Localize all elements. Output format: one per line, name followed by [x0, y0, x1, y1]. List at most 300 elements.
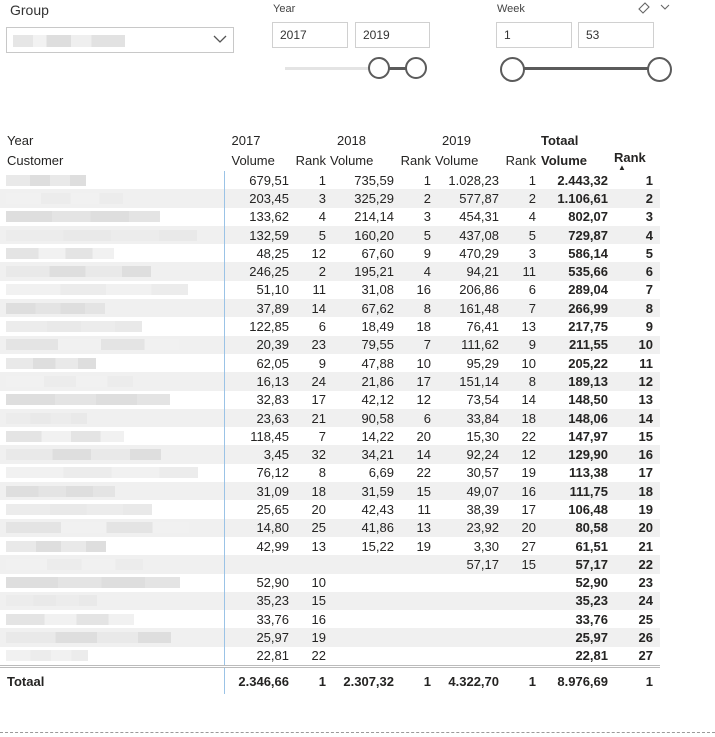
- table-row[interactable]: [0, 354, 660, 372]
- customer-cell[interactable]: [0, 262, 225, 280]
- rank-2019-cell[interactable]: 20: [502, 519, 540, 537]
- total-rank-cell[interactable]: 1: [645, 172, 653, 188]
- rank-2018-cell[interactable]: 20: [416, 428, 431, 444]
- total-volume-cell[interactable]: 61,51: [575, 538, 608, 554]
- rank-2018-cell[interactable]: [397, 647, 435, 667]
- vol-2018-cell[interactable]: 90,58: [330, 409, 397, 427]
- vol-2019-cell[interactable]: 76,41: [466, 319, 499, 335]
- vol-2019-cell[interactable]: 437,08: [435, 226, 502, 244]
- total-rank-cell[interactable]: 4: [611, 226, 660, 244]
- header-2019-rank[interactable]: Rank: [505, 153, 536, 168]
- rank-2019-cell[interactable]: [502, 647, 540, 667]
- rank-2019-cell[interactable]: 22: [521, 428, 536, 444]
- rank-2019-cell[interactable]: 18: [502, 409, 540, 427]
- vol-2018-cell[interactable]: 735,59: [354, 172, 394, 188]
- total-total-volume-cell[interactable]: 8.976,69: [540, 667, 611, 695]
- total-rank-cell[interactable]: 12: [611, 372, 660, 390]
- header-total-rank[interactable]: [611, 150, 660, 171]
- rank-2018-cell[interactable]: 11: [417, 501, 431, 517]
- rank-2017-cell[interactable]: [292, 555, 330, 573]
- vol-2018-cell[interactable]: 79,55: [330, 336, 397, 354]
- total-vol-2019-cell[interactable]: 4.322,70: [435, 667, 502, 695]
- total-volume-cell[interactable]: 729,87: [540, 226, 611, 244]
- rank-2019-cell[interactable]: 2: [502, 189, 540, 207]
- vol-2018-cell[interactable]: [330, 592, 397, 610]
- vol-2017-cell[interactable]: 22,81: [225, 647, 293, 667]
- customer-cell[interactable]: [0, 226, 225, 244]
- rank-2017-cell[interactable]: 8: [318, 465, 326, 481]
- vol-2018-cell[interactable]: [330, 647, 397, 667]
- rank-2018-cell[interactable]: 13: [397, 519, 435, 537]
- year-slider-max-handle[interactable]: [405, 57, 427, 79]
- header-2017-rank[interactable]: Rank: [295, 153, 326, 168]
- vol-2017-cell[interactable]: 246,25: [225, 262, 293, 280]
- total-volume-cell[interactable]: 25,97: [540, 628, 611, 646]
- vol-2019-cell[interactable]: [435, 574, 502, 592]
- rank-2018-cell[interactable]: 7: [397, 336, 435, 354]
- rank-2018-cell[interactable]: 19: [416, 538, 431, 554]
- year-slider-min-handle[interactable]: [368, 57, 390, 79]
- vol-2018-cell[interactable]: 31,08: [361, 282, 394, 298]
- customer-cell[interactable]: [0, 317, 225, 335]
- vol-2019-cell[interactable]: 57,17: [435, 555, 502, 573]
- customer-cell[interactable]: [0, 574, 225, 592]
- vol-2018-cell[interactable]: 41,86: [330, 519, 397, 537]
- total-rank-cell[interactable]: 11: [639, 355, 653, 371]
- total-rank-cell[interactable]: 18: [611, 482, 660, 500]
- vol-2019-cell[interactable]: 94,21: [435, 262, 502, 280]
- table-row[interactable]: [0, 519, 660, 537]
- rank-2019-cell[interactable]: 5: [502, 226, 540, 244]
- table-row[interactable]: [0, 262, 660, 280]
- vol-2017-cell[interactable]: 23,63: [225, 409, 293, 427]
- total-rank-cell[interactable]: 21: [638, 538, 653, 554]
- total-rank-cell[interactable]: 5: [645, 245, 653, 261]
- total-volume-cell[interactable]: 80,58: [540, 519, 611, 537]
- table-row[interactable]: [0, 592, 660, 610]
- customer-cell[interactable]: [0, 336, 225, 354]
- vol-2017-cell[interactable]: 62,05: [225, 354, 293, 372]
- vol-2017-cell[interactable]: 42,99: [225, 537, 293, 555]
- rank-2017-cell[interactable]: 10: [311, 575, 326, 591]
- vol-2017-cell[interactable]: 203,45: [225, 189, 293, 207]
- rank-2018-cell[interactable]: [397, 574, 435, 592]
- customer-cell[interactable]: [0, 189, 225, 207]
- group-dropdown[interactable]: [6, 27, 234, 53]
- rank-2018-cell[interactable]: 17: [397, 372, 435, 390]
- total-volume-cell[interactable]: 217,75: [568, 319, 608, 335]
- total-volume-cell[interactable]: 2.443,32: [557, 172, 608, 188]
- rank-2017-cell[interactable]: 2: [292, 262, 330, 280]
- table-row[interactable]: [0, 189, 660, 207]
- vol-2019-cell[interactable]: 1.028,23: [448, 172, 499, 188]
- table-row[interactable]: [0, 226, 660, 244]
- rank-2018-cell[interactable]: 3: [423, 209, 431, 225]
- table-row[interactable]: [0, 537, 660, 555]
- week-slider-max-handle[interactable]: [647, 57, 672, 82]
- customer-cell[interactable]: [0, 482, 225, 500]
- vol-2017-cell[interactable]: 133,62: [225, 208, 293, 226]
- vol-2019-cell[interactable]: 49,07: [435, 482, 502, 500]
- vol-2018-cell[interactable]: 214,14: [354, 209, 394, 225]
- year-to-input[interactable]: 2019: [355, 22, 430, 48]
- vol-2018-cell[interactable]: 14,22: [361, 428, 394, 444]
- total-volume-cell[interactable]: 113,38: [568, 465, 608, 481]
- rank-2019-cell[interactable]: [502, 574, 540, 592]
- table-row[interactable]: [0, 391, 660, 409]
- rank-2017-cell[interactable]: 25: [292, 519, 330, 537]
- customer-cell[interactable]: [0, 610, 225, 628]
- vol-2017-cell[interactable]: 31,09: [225, 482, 293, 500]
- vol-2017-cell[interactable]: 16,13: [225, 372, 293, 390]
- header-year-2019[interactable]: 2019: [442, 133, 471, 148]
- total-rank-cell[interactable]: 24: [611, 592, 660, 610]
- total-row[interactable]: [0, 667, 660, 695]
- vol-2017-cell[interactable]: 76,12: [225, 464, 293, 482]
- total-vol-2018-cell[interactable]: 2.307,32: [330, 667, 397, 695]
- total-volume-cell[interactable]: 266,99: [540, 299, 611, 317]
- total-rank-cell[interactable]: 25: [638, 611, 653, 627]
- vol-2019-cell[interactable]: 111,62: [435, 336, 502, 354]
- customer-cell[interactable]: [0, 592, 225, 610]
- customer-cell[interactable]: [0, 464, 225, 482]
- rank-2019-cell[interactable]: 4: [528, 209, 536, 225]
- table-row[interactable]: [0, 574, 660, 592]
- rank-2017-cell[interactable]: 7: [318, 428, 326, 444]
- table-row[interactable]: [0, 244, 660, 262]
- total-rank-cell[interactable]: 23: [638, 575, 653, 591]
- customer-cell[interactable]: [0, 427, 225, 445]
- vol-2018-cell[interactable]: 6,69: [368, 465, 394, 481]
- rank-2018-cell[interactable]: 16: [416, 282, 431, 298]
- vol-2018-cell[interactable]: 34,21: [330, 445, 397, 463]
- customer-cell[interactable]: [0, 244, 225, 262]
- eraser-icon[interactable]: [636, 0, 670, 14]
- rank-2017-cell[interactable]: 9: [318, 355, 326, 371]
- customer-cell[interactable]: [0, 647, 225, 667]
- rank-2019-cell[interactable]: 12: [502, 445, 540, 463]
- vol-2017-cell[interactable]: 132,59: [225, 226, 293, 244]
- table-row[interactable]: [0, 208, 660, 226]
- vol-2018-cell[interactable]: 67,60: [361, 245, 394, 261]
- vol-2017-cell[interactable]: 20,39: [225, 336, 293, 354]
- total-volume-cell[interactable]: 289,04: [568, 282, 608, 298]
- vol-2017-cell[interactable]: 14,80: [225, 519, 293, 537]
- rank-2017-cell[interactable]: 3: [292, 189, 330, 207]
- table-row[interactable]: [0, 628, 660, 646]
- header-total[interactable]: Totaal: [541, 133, 579, 148]
- rank-2017-cell[interactable]: 1: [318, 172, 326, 188]
- total-volume-cell[interactable]: 22,81: [575, 648, 608, 664]
- vol-2019-cell[interactable]: [435, 592, 502, 610]
- total-rank-cell[interactable]: 10: [611, 336, 660, 354]
- vol-2019-cell[interactable]: 206,86: [459, 282, 499, 298]
- rank-2017-cell[interactable]: 6: [318, 319, 326, 335]
- table-row[interactable]: [0, 372, 660, 390]
- customer-cell[interactable]: [0, 354, 225, 372]
- customer-cell[interactable]: [0, 409, 225, 427]
- customer-cell[interactable]: [0, 555, 225, 573]
- table-row[interactable]: [0, 171, 660, 189]
- customer-cell[interactable]: [0, 391, 225, 409]
- total-volume-cell[interactable]: 148,50: [568, 392, 608, 408]
- customer-cell[interactable]: [0, 171, 225, 189]
- table-row[interactable]: [0, 500, 660, 518]
- customer-cell[interactable]: [0, 281, 225, 299]
- week-from-input[interactable]: 1: [496, 22, 572, 48]
- vol-2019-cell[interactable]: 161,48: [435, 299, 502, 317]
- vol-2019-cell[interactable]: 30,57: [466, 465, 499, 481]
- rank-2019-cell[interactable]: [502, 628, 540, 646]
- table-row[interactable]: [0, 317, 660, 335]
- total-rank-cell[interactable]: 3: [645, 209, 653, 225]
- vol-2017-cell[interactable]: 37,89: [225, 299, 293, 317]
- header-year-2017[interactable]: 2017: [231, 133, 261, 148]
- rank-2017-cell[interactable]: 14: [292, 299, 330, 317]
- rank-2018-cell[interactable]: 2: [397, 189, 435, 207]
- total-volume-cell[interactable]: 111,75: [540, 482, 611, 500]
- rank-2018-cell[interactable]: 22: [416, 465, 431, 481]
- total-rank-cell[interactable]: 6: [611, 262, 660, 280]
- rank-2018-cell[interactable]: 9: [423, 245, 431, 261]
- customer-cell[interactable]: [0, 445, 225, 463]
- rank-2019-cell[interactable]: 13: [521, 319, 536, 335]
- total-total-rank-cell[interactable]: 1: [611, 667, 660, 695]
- total-rank-2018-cell[interactable]: 1: [397, 667, 435, 695]
- rank-2018-cell[interactable]: 8: [397, 299, 435, 317]
- customer-cell[interactable]: [0, 299, 225, 317]
- rank-2017-cell[interactable]: 4: [318, 209, 326, 225]
- vol-2019-cell[interactable]: [435, 628, 502, 646]
- rank-2019-cell[interactable]: 11: [502, 262, 540, 280]
- vol-2017-cell[interactable]: 48,25: [225, 244, 293, 262]
- rank-2018-cell[interactable]: [397, 628, 435, 646]
- rank-2018-cell[interactable]: 1: [423, 172, 431, 188]
- vol-2017-cell[interactable]: 3,45: [225, 445, 293, 463]
- header-2018-rank[interactable]: Rank: [400, 153, 431, 168]
- total-volume-cell[interactable]: 147,97: [568, 428, 608, 444]
- vol-2017-cell[interactable]: 35,23: [225, 592, 293, 610]
- vol-2017-cell[interactable]: 52,90: [225, 574, 293, 592]
- rank-2019-cell[interactable]: [502, 610, 540, 628]
- total-rank-cell[interactable]: 17: [638, 465, 653, 481]
- total-rank-cell[interactable]: 16: [611, 445, 660, 463]
- table-row[interactable]: [0, 445, 660, 463]
- vol-2017-cell[interactable]: 679,51: [225, 171, 293, 189]
- rank-2018-cell[interactable]: [397, 592, 435, 610]
- table-row[interactable]: [0, 610, 660, 628]
- vol-2019-cell[interactable]: [435, 610, 502, 628]
- table-row[interactable]: [0, 299, 660, 317]
- rank-2019-cell[interactable]: 17: [521, 501, 536, 517]
- vol-2018-cell[interactable]: 160,20: [330, 226, 397, 244]
- total-volume-cell[interactable]: 1.106,61: [540, 189, 611, 207]
- rank-2019-cell[interactable]: 15: [502, 555, 540, 573]
- total-volume-cell[interactable]: 106,48: [568, 501, 608, 517]
- header-total-volume[interactable]: Volume: [541, 153, 587, 168]
- total-volume-cell[interactable]: 33,76: [575, 611, 608, 627]
- week-to-input[interactable]: 53: [578, 22, 654, 48]
- total-rank-cell[interactable]: 26: [611, 628, 660, 646]
- table-row[interactable]: [0, 336, 660, 354]
- total-vol-2017-cell[interactable]: 2.346,66: [225, 667, 293, 695]
- vol-2017-cell[interactable]: 25,65: [225, 500, 293, 518]
- table-row[interactable]: [0, 647, 660, 667]
- vol-2019-cell[interactable]: 577,87: [435, 189, 502, 207]
- vol-2019-cell[interactable]: [435, 647, 502, 667]
- rank-2017-cell[interactable]: 13: [311, 538, 326, 554]
- total-volume-cell[interactable]: 535,66: [540, 262, 611, 280]
- rank-2018-cell[interactable]: 14: [397, 445, 435, 463]
- rank-2018-cell[interactable]: 18: [416, 319, 431, 335]
- rank-2019-cell[interactable]: 7: [502, 299, 540, 317]
- rank-2018-cell[interactable]: 12: [416, 392, 431, 408]
- rank-2019-cell[interactable]: [502, 592, 540, 610]
- year-from-input[interactable]: 2017: [272, 22, 348, 48]
- vol-2019-cell[interactable]: 33,84: [435, 409, 502, 427]
- vol-2017-cell[interactable]: 51,10: [225, 281, 293, 299]
- rank-2019-cell[interactable]: 10: [521, 355, 536, 371]
- vol-2019-cell[interactable]: 23,92: [435, 519, 502, 537]
- total-rank-cell[interactable]: 2: [611, 189, 660, 207]
- table-row[interactable]: [0, 482, 660, 500]
- table-row[interactable]: [0, 409, 660, 427]
- vol-2019-cell[interactable]: 92,24: [435, 445, 502, 463]
- rank-2017-cell[interactable]: 23: [292, 336, 330, 354]
- rank-2019-cell[interactable]: 19: [521, 465, 536, 481]
- rank-2018-cell[interactable]: [397, 555, 435, 573]
- vol-2018-cell[interactable]: 42,43: [361, 501, 394, 517]
- rank-2019-cell[interactable]: 16: [502, 482, 540, 500]
- rank-2017-cell[interactable]: 32: [292, 445, 330, 463]
- total-rank-2019-cell[interactable]: 1: [502, 667, 540, 695]
- total-rank-cell[interactable]: 9: [645, 319, 653, 335]
- vol-2019-cell[interactable]: 151,14: [435, 372, 502, 390]
- vol-2018-cell[interactable]: [330, 628, 397, 646]
- total-volume-cell[interactable]: 52,90: [575, 575, 608, 591]
- rank-2017-cell[interactable]: 18: [292, 482, 330, 500]
- vol-2018-cell[interactable]: [330, 610, 397, 628]
- total-rank-cell[interactable]: 15: [638, 428, 653, 444]
- total-rank-cell[interactable]: 20: [611, 519, 660, 537]
- header-year-2018[interactable]: 2018: [337, 133, 366, 148]
- customer-cell[interactable]: [0, 208, 225, 226]
- rank-2019-cell[interactable]: 6: [528, 282, 536, 298]
- total-rank-cell[interactable]: 13: [638, 392, 653, 408]
- total-volume-cell[interactable]: 802,07: [568, 209, 608, 225]
- rank-2017-cell[interactable]: 16: [311, 611, 326, 627]
- rank-2018-cell[interactable]: [397, 610, 435, 628]
- vol-2018-cell[interactable]: 31,59: [330, 482, 397, 500]
- vol-2017-cell[interactable]: 122,85: [225, 317, 293, 335]
- vol-2018-cell[interactable]: 67,62: [330, 299, 397, 317]
- total-volume-cell[interactable]: 148,06: [540, 409, 611, 427]
- total-rank-cell[interactable]: 27: [638, 648, 653, 664]
- rank-2018-cell[interactable]: 6: [397, 409, 435, 427]
- table-row[interactable]: [0, 427, 660, 445]
- vol-2019-cell[interactable]: 15,30: [466, 428, 499, 444]
- vol-2019-cell[interactable]: 38,39: [466, 501, 499, 517]
- vol-2017-cell[interactable]: 32,83: [225, 391, 293, 409]
- rank-2017-cell[interactable]: 22: [311, 648, 326, 664]
- vol-2018-cell[interactable]: 47,88: [361, 355, 394, 371]
- rank-2019-cell[interactable]: 1: [528, 172, 536, 188]
- total-rank-2017-cell[interactable]: 1: [292, 667, 330, 695]
- rank-2018-cell[interactable]: 4: [397, 262, 435, 280]
- vol-2018-cell[interactable]: 15,22: [361, 538, 394, 554]
- total-rank-cell[interactable]: 8: [611, 299, 660, 317]
- rank-2019-cell[interactable]: 3: [528, 245, 536, 261]
- table-row[interactable]: [0, 464, 660, 482]
- vol-2018-cell[interactable]: 18,49: [361, 319, 394, 335]
- rank-2017-cell[interactable]: 19: [292, 628, 330, 646]
- header-2019-volume[interactable]: Volume: [435, 153, 479, 168]
- vol-2018-cell[interactable]: 42,12: [361, 392, 394, 408]
- vol-2017-cell[interactable]: 25,97: [225, 628, 293, 646]
- vol-2019-cell[interactable]: 73,54: [466, 392, 499, 408]
- total-volume-cell[interactable]: 586,14: [568, 245, 608, 261]
- vol-2018-cell[interactable]: [330, 555, 397, 573]
- header-2018-volume[interactable]: Volume: [330, 153, 374, 168]
- rank-2018-cell[interactable]: 10: [416, 355, 431, 371]
- rank-2018-cell[interactable]: 15: [397, 482, 435, 500]
- customer-cell[interactable]: [0, 519, 225, 537]
- total-volume-cell[interactable]: 211,55: [540, 336, 611, 354]
- rank-2017-cell[interactable]: 21: [292, 409, 330, 427]
- customer-cell[interactable]: [0, 628, 225, 646]
- rank-2017-cell[interactable]: 17: [311, 392, 326, 408]
- total-rank-cell[interactable]: 14: [611, 409, 660, 427]
- table-row[interactable]: [0, 555, 660, 573]
- table-row[interactable]: [0, 281, 660, 299]
- total-rank-cell[interactable]: 22: [611, 555, 660, 573]
- vol-2019-cell[interactable]: 470,29: [459, 245, 499, 261]
- vol-2017-cell[interactable]: 118,45: [225, 427, 293, 445]
- rank-2017-cell[interactable]: 24: [292, 372, 330, 390]
- total-volume-cell[interactable]: 57,17: [540, 555, 611, 573]
- customer-cell[interactable]: [0, 537, 225, 555]
- vol-2017-cell[interactable]: [225, 555, 293, 573]
- total-volume-cell[interactable]: 35,23: [540, 592, 611, 610]
- vol-2018-cell[interactable]: [330, 574, 397, 592]
- rank-2017-cell[interactable]: 12: [311, 245, 326, 261]
- total-volume-cell[interactable]: 205,22: [568, 355, 608, 371]
- total-volume-cell[interactable]: 129,90: [540, 445, 611, 463]
- rank-2018-cell[interactable]: 5: [397, 226, 435, 244]
- total-rank-cell[interactable]: 7: [645, 282, 653, 298]
- vol-2017-cell[interactable]: 33,76: [225, 610, 293, 628]
- total-rank-cell[interactable]: 19: [638, 501, 653, 517]
- header-2017-volume[interactable]: Volume: [231, 153, 275, 168]
- rank-2019-cell[interactable]: 14: [521, 392, 536, 408]
- vol-2018-cell[interactable]: 195,21: [330, 262, 397, 280]
- vol-2018-cell[interactable]: 21,86: [330, 372, 397, 390]
- rank-2017-cell[interactable]: 15: [292, 592, 330, 610]
- vol-2019-cell[interactable]: 454,31: [459, 209, 499, 225]
- customer-cell[interactable]: [0, 500, 225, 518]
- vol-2018-cell[interactable]: 325,29: [330, 189, 397, 207]
- vol-2019-cell[interactable]: 95,29: [466, 355, 499, 371]
- week-slider-min-handle[interactable]: [500, 57, 525, 82]
- rank-2017-cell[interactable]: 5: [292, 226, 330, 244]
- rank-2019-cell[interactable]: 27: [521, 538, 536, 554]
- vol-2019-cell[interactable]: 3,30: [473, 538, 499, 554]
- customer-cell[interactable]: [0, 372, 225, 390]
- rank-2017-cell[interactable]: 11: [312, 282, 326, 298]
- rank-2019-cell[interactable]: 8: [502, 372, 540, 390]
- total-volume-cell[interactable]: 189,13: [540, 372, 611, 390]
- rank-2019-cell[interactable]: 9: [502, 336, 540, 354]
